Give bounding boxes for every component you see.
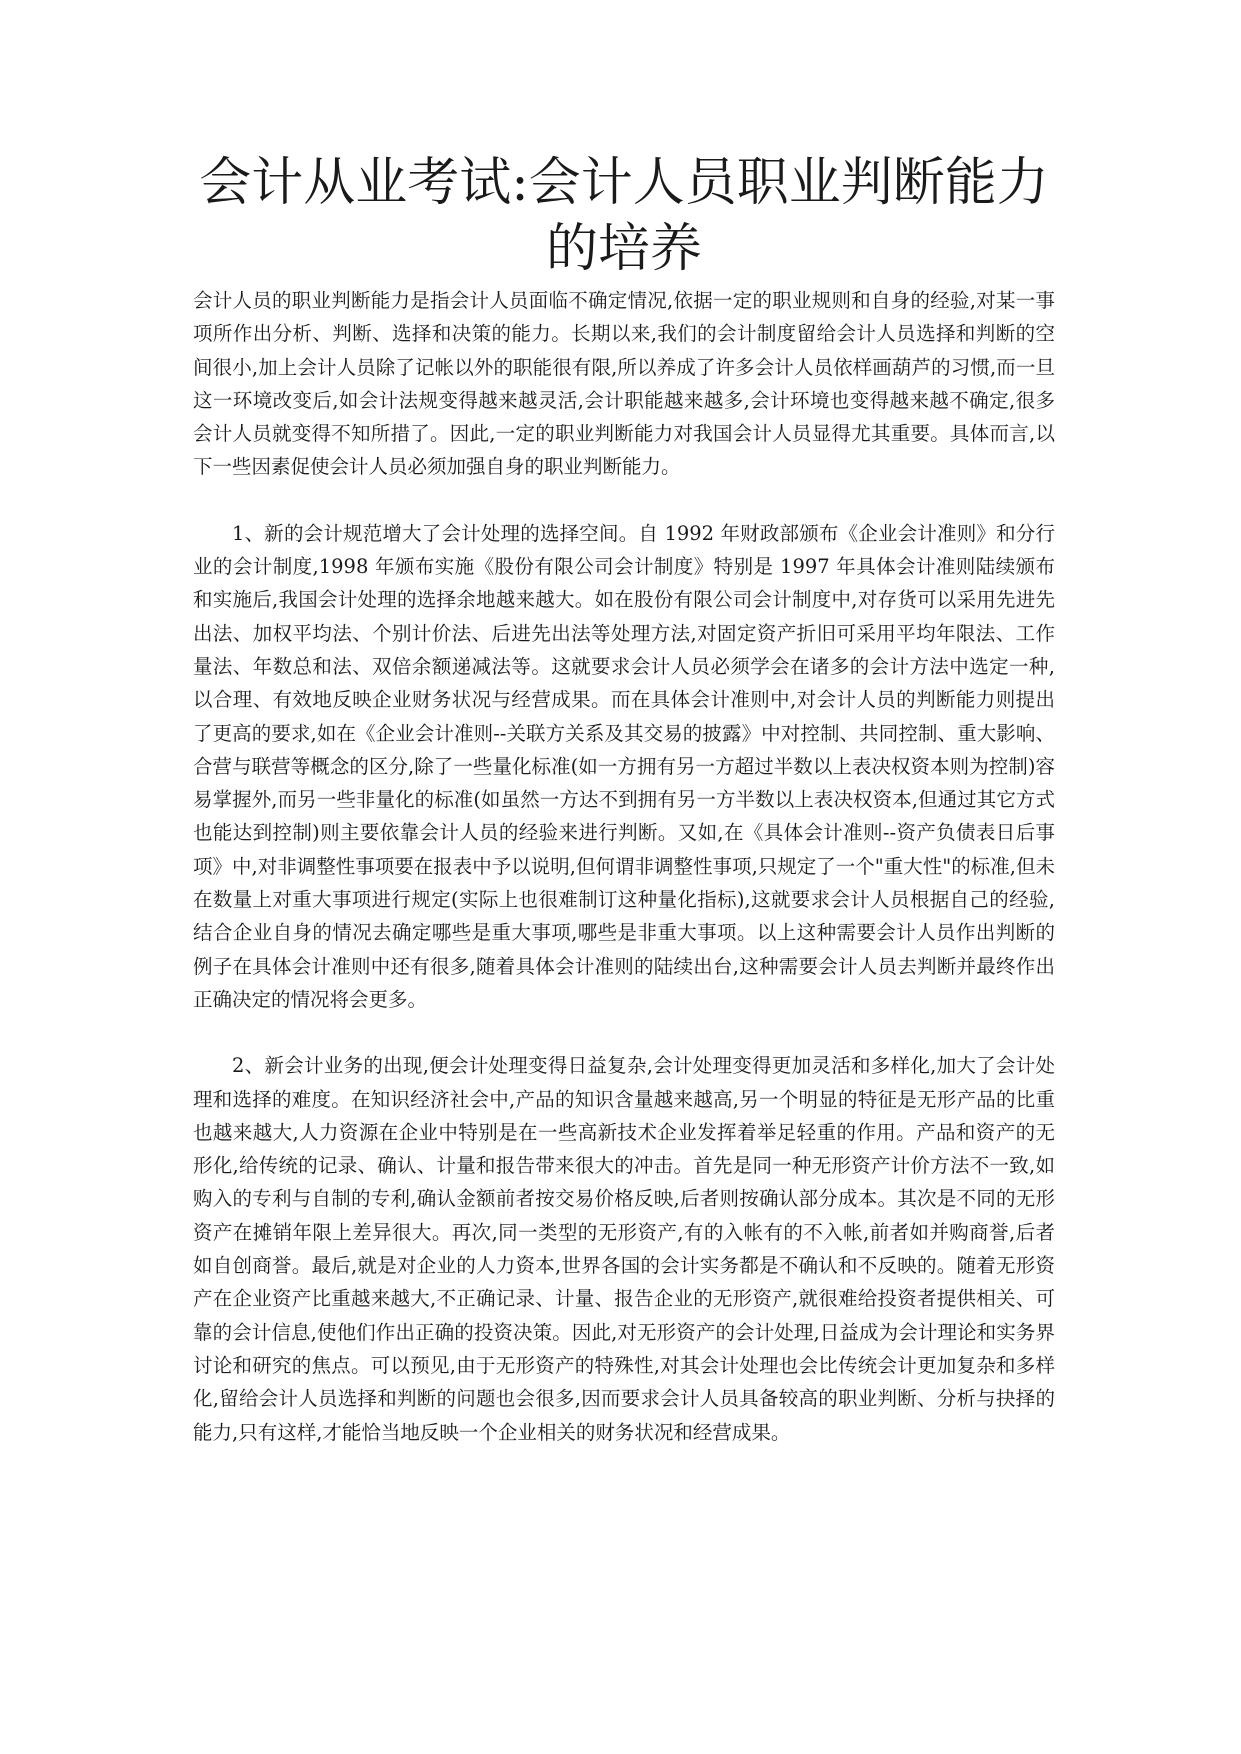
document-title: 会计从业考试:会计人员职业判断能力的培养	[199, 153, 1049, 279]
intro-paragraph: 会计人员的职业判断能力是指会计人员面临不确定情况,依据一定的职业规则和自身的经验,对某一事项所作出分析、判断、选择和决策的能力。长期以来,我们的会计制度留给会计人员选择和判断的空间很小,加上会计人员除了记帐以外的职能很有限,所以养成了许多会计人员依样画葫芦的习惯,而一旦这一环境改变后,如会计法规变得越来越灵活,会计职能越来越多,会计环境也变得越来越不确定,很多会计人员就变得不知所措了。因此,一定的职业判断能力对我国会计人员显得尤其重要。具体而言,以下一些因素促使会计人员必须加强自身的职业判断能力。	[193, 289, 1055, 479]
point-1-paragraph: 1、新的会计规范增大了会计处理的选择空间。自 1992 年财政部颁布《企业会计准则》和分行业的会计制度,1998 年颁布实施《股份有限公司会计制度》特别是 1997 年具体会计准则陆续颁布和实施后,我国会计处理的选择余地越来越大。如在股份有限公司会计制度中,对存货可以采用先进先出法、加权平均法、个别计价法、后进先出法等处理方法,对固定资产折旧可采用平均年限法、工作量法、年数总和法、双倍余额递减法等。这就要求会计人员必须学会在诸多的会计方法中选定一种,以合理、有效地反映企业财务状况与经营成果。而在具体会计准则中,对会计人员的判断能力则提出了更高的要求,如在《企业会计准则--关联方关系及其交易的披露》中对控制、共同控制、重大影响、合营与联营等概念的区分,除了一些量化标准(如一方拥有另一方超过半数以上表决权资本则为控制)容易掌握外,而另一些非量化的标准(如虽然一方达不到拥有另一方半数以上表决权资本,但通过其它方式也能达到控制)则主要依靠会计人员的经验来进行判断。又如,在《具体会计准则--资产负债表日后事项》中,对非调整性事项要在报表中予以说明,但何谓非调整性事项,只规定了一个"重大性"的标准,但未在数量上对重大事项进行规定(实际上也很难制订这种量化指标),这就要求会计人员根据自己的经验,结合企业自身的情况去确定哪些是重大事项,哪些是非重大事项。以上这种需要会计人员作出判断的例子在具体会计准则中还有很多,随着具体会计准则的陆续出台,这种需要会计人员去判断并最终作出正确决定的情况将会更多。	[193, 521, 1055, 1011]
document-page	[193, 150, 1055, 1449]
point-2-paragraph: 2、新会计业务的出现,便会计处理变得日益复杂,会计处理变得更加灵活和多样化,加大了会计处理和选择的难度。在知识经济社会中,产品的知识含量越来越高,另一个明显的特征是无形产品的比重也越来越大,人力资源在企业中特别是在一些高新技术企业发挥着举足轻重的作用。产品和资产的无形化,给传统的记录、确认、计量和报告带来很大的冲击。首先是同一种无形资产计价方法不一致,如购入的专利与自制的专利,确认金额前者按交易价格反映,后者则按确认部分成本。其次是不同的无形资产在摊销年限上差异很大。再次,同一类型的无形资产,有的入帐有的不入帐,前者如并购商誉,后者如自创商誉。最后,就是对企业的人力资本,世界各国的会计实务都是不确认和不反映的。随着无形资产在企业资产比重越来越大,不正确记录、计量、报告企业的无形资产,就很难给投资者提供相关、可靠的会计信息,使他们作出正确的投资决策。因此,对无形资产的会计处理,日益成为会计理论和实务界讨论和研究的焦点。可以预见,由于无形资产的特殊性,对其会计处理也会比传统会计更加复杂和多样化,留给会计人员选择和判断的问题也会很多,因而要求会计人员具备较高的职业判断、分析与抉择的能力,只有这样,才能恰当地反映一个企业相关的财务状况和经营成果。	[193, 1054, 1055, 1444]
paragraph-spacer	[193, 1016, 1055, 1049]
paragraph-spacer	[193, 484, 1055, 517]
